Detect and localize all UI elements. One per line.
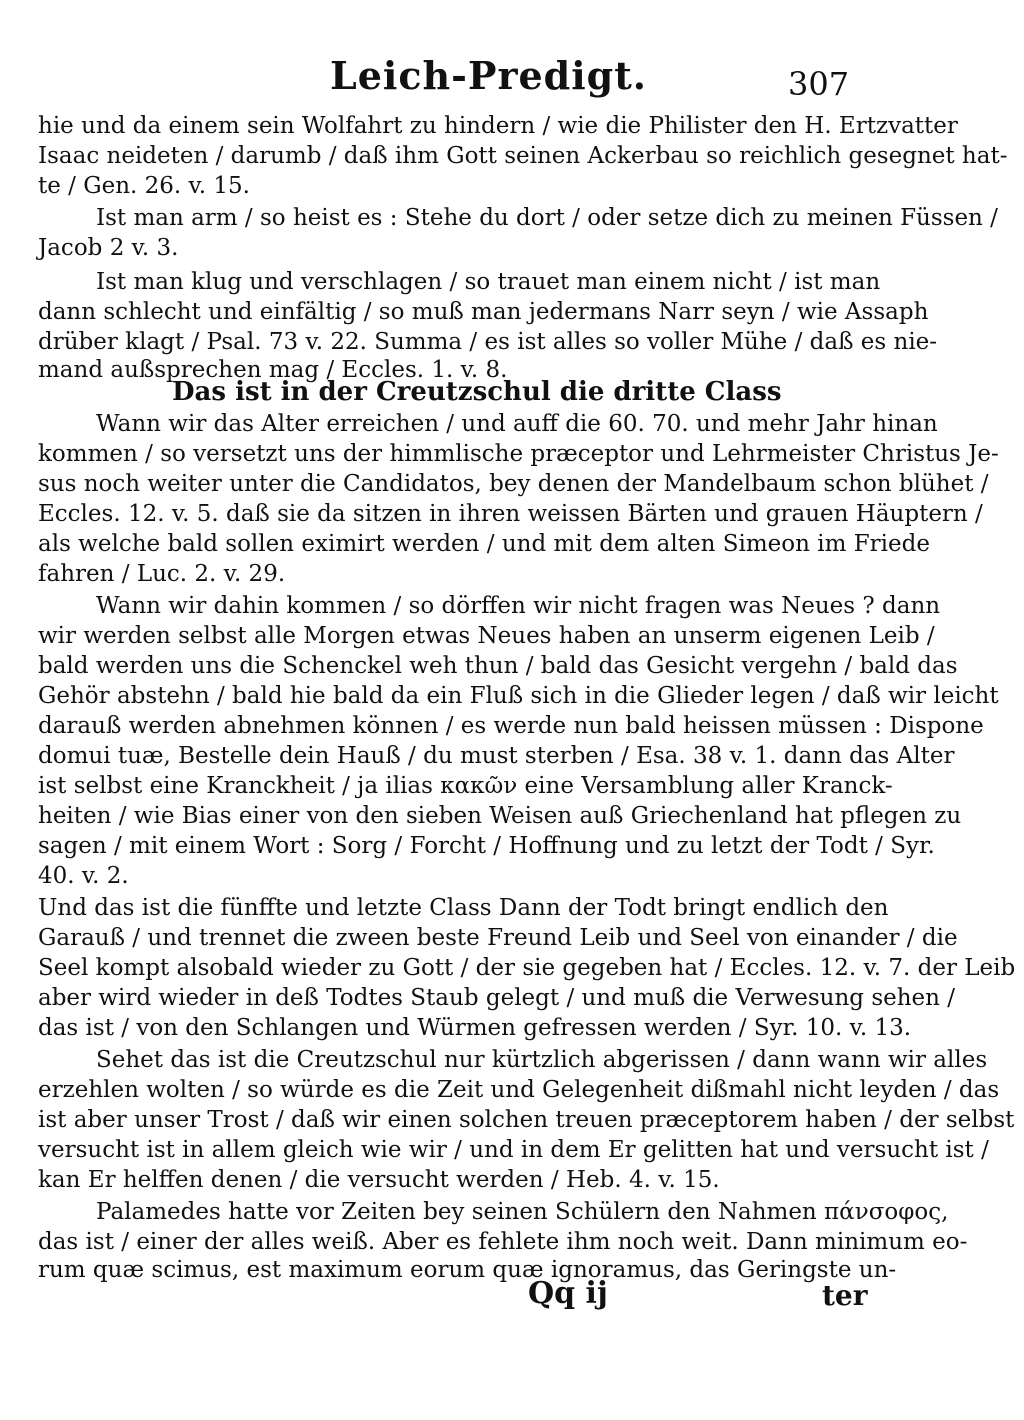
text-line: ist aber unser Trost / daß wir einen solchen treuen præceptorem haben / der selbst [38,1107,1015,1133]
text-line: heiten / wie Bias einer von den sieben Weisen auß Griechenland hat pflegen zu [38,803,962,829]
text-line: Palamedes hatte vor Zeiten bey seinen Schülern den Nahmen πάνσοφος, [96,1199,949,1225]
text-line: dann schlecht und einfältig / so muß man jedermans Narr seyn / wie Assaph [38,299,929,325]
text-line: rum quæ scimus, est maximum eorum quæ ignoramus, das Geringste un- [38,1257,897,1283]
text-line: aber wird wieder in deß Todtes Staub gelegt / und muß die Verwesung sehen / [38,985,956,1011]
text-line: Wann wir das Alter erreichen / und auff die 60. 70. und mehr Jahr hinan [96,411,938,437]
text-line: sagen / mit einem Wort : Sorg / Forcht / Hoffnung und zu letzt der Todt / Syr. [38,833,935,859]
text-line: das ist / einer der alles weiß. Aber es fehlete ihm noch weit. Dann minimum eo- [38,1229,968,1255]
text-line: als welche bald sollen eximirt werden / und mit dem alten Simeon im Friede [38,531,930,557]
text-line: Gehör abstehn / bald hie bald da ein Fluß sich in die Glieder legen / daß wir leicht [38,683,999,709]
text-line: drüber klagt / Psal. 73 v. 22. Summa / es ist alles so voller Mühe / daß es nie- [38,329,938,355]
text-line: sus noch weiter unter die Candidatos, bey denen der Mandelbaum schon blühet / [38,471,989,497]
text-line: Eccles. 12. v. 5. daß sie da sitzen in ihren weissen Bärten und grauen Häuptern / [38,501,983,527]
text-line: bald werden uns die Schenckel weh thun / bald das Gesicht vergehn / bald das [38,653,958,679]
text-line: 40. v. 2. [38,863,129,889]
text-line: Ist man arm / so heist es : Stehe du dort / oder setze dich zu meinen Füssen / [96,205,998,231]
text-line: kommen / so versetzt uns der himmlische præceptor und Lehrmeister Christus Je- [38,441,999,467]
text-line: darauß werden abnehmen können / es werde nun bald heissen müssen : Dispone [38,713,984,739]
text-line: Ist man klug und verschlagen / so trauet man einem nicht / ist man [96,269,881,295]
text-line: Garauß / und trennet die zween beste Freund Leib und Seel von einander / die [38,925,958,951]
text-line: Wann wir dahin kommen / so dörffen wir nicht fragen was Neues ? dann [96,593,941,619]
text-line: Sehet das ist die Creutzschul nur kürtzlich abgerissen / dann wann wir alles [96,1047,988,1073]
text-line: fahren / Luc. 2. v. 29. [38,561,286,587]
catchword: ter [822,1279,868,1312]
text-line: wir werden selbst alle Morgen etwas Neues haben an unserm eigenen Leib / [38,623,935,649]
text-line: Isaac neideten / darumb / daß ihm Gott seinen Ackerbau so reichlich gesegnet hat- [38,143,1008,169]
text-line: erzehlen wolten / so würde es die Zeit und Gelegenheit dißmahl nicht leyden / das [38,1077,1000,1103]
text-line: versucht ist in allem gleich wie wir / und in dem Er gelitten hat und versucht ist / [38,1137,989,1163]
text-line: Und das ist die fünffte und letzte Class Dann der Todt bringt endlich den [38,895,889,921]
section-heading: Das ist in der Creutzschul die dritte Class [172,377,782,407]
signature-mark: Qq ij [528,1276,608,1311]
text-line: domui tuæ, Bestelle dein Hauß / du must sterben / Esa. 38 v. 1. dann das Alter [38,743,955,769]
running-head-title: Leich-Predigt. [330,53,647,98]
text-line: ist selbst eine Kranckheit / ja ilias κακῶν eine Versamblung aller Kranck- [38,773,893,799]
text-line: mand außsprechen mag / Eccles. 1. v. 8. [38,357,508,383]
page-number: 307 [788,65,850,103]
text-line: Jacob 2 v. 3. [38,235,179,261]
text-line: hie und da einem sein Wolfahrt zu hindern / wie die Philister den H. Ertzvatter [38,113,958,139]
text-line: Seel kompt alsobald wieder zu Gott / der sie gegeben hat / Eccles. 12. v. 7. der Leib [38,955,1016,981]
text-line: das ist / von den Schlangen und Würmen gefressen werden / Syr. 10. v. 13. [38,1015,912,1041]
text-line: te / Gen. 26. v. 15. [38,173,250,199]
text-line: kan Er helffen denen / die versucht werden / Heb. 4. v. 15. [38,1167,720,1193]
